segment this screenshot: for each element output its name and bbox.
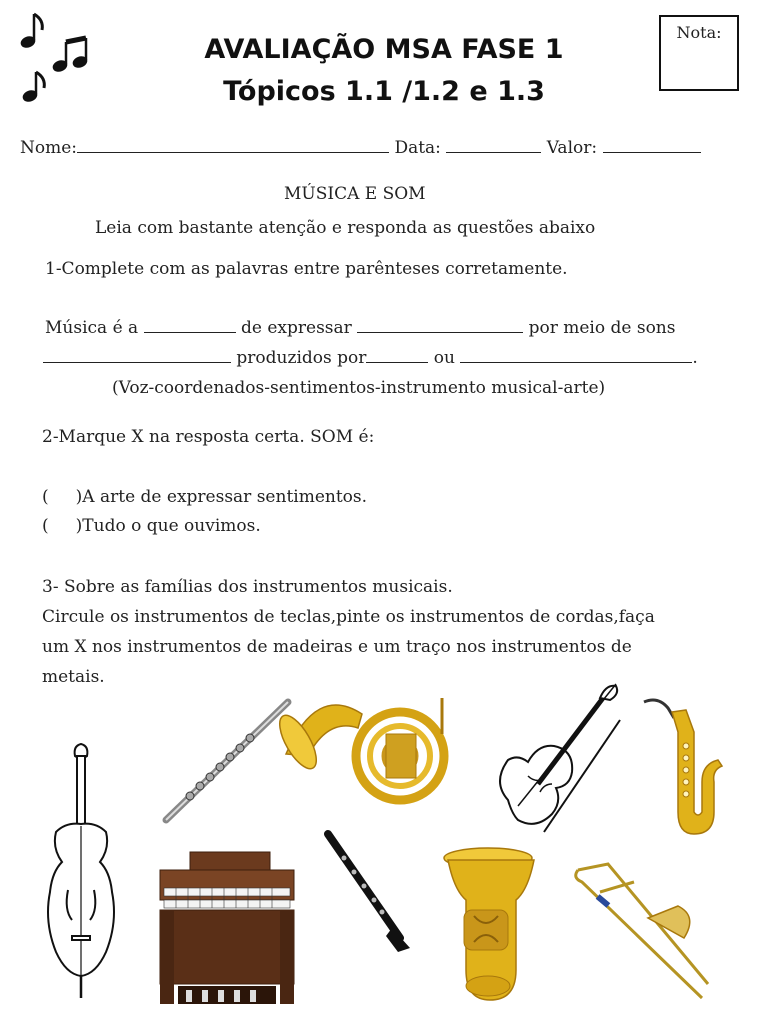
word-bank: (Voz-coordenados-sentimentos-instrumento musical-arte) xyxy=(112,378,606,398)
section-title: MÚSICA E SOM xyxy=(284,184,426,204)
question-1-line-2 xyxy=(43,348,698,368)
clarinet-icon[interactable] xyxy=(320,828,416,954)
question-2-prompt: 2-Marque X na resposta certa. SOM é: xyxy=(42,427,375,447)
page-title: AVALIAÇÃO MSA FASE 1 xyxy=(204,34,564,65)
value-label: Valor: xyxy=(546,138,598,158)
q1-text-end: . xyxy=(692,348,698,368)
q1-blank-2[interactable] xyxy=(357,318,523,333)
tuba-icon[interactable] xyxy=(434,846,538,1006)
grade-label: Nota: xyxy=(676,23,722,42)
q1-blank-1[interactable] xyxy=(144,318,236,333)
q1-blank-5[interactable] xyxy=(460,348,692,363)
q2-option-2[interactable] xyxy=(42,516,261,536)
question-3-prompt: 3- Sobre as famílias dos instrumentos musicais. xyxy=(42,577,453,597)
saxophone-icon[interactable] xyxy=(638,694,722,842)
q1-blank-3[interactable] xyxy=(43,348,231,363)
q2-option-1-text: A arte de expressar sentimentos. xyxy=(82,487,368,507)
flute-icon[interactable] xyxy=(160,696,294,828)
organ-icon[interactable] xyxy=(156,848,298,1008)
page-subtitle: Tópicos 1.1 /1.2 e 1.3 xyxy=(223,76,545,107)
question-3-line-3: metais. xyxy=(42,667,105,687)
date-field[interactable] xyxy=(446,138,541,153)
q1-text-a: Música é a xyxy=(45,318,139,338)
trombone-icon[interactable] xyxy=(570,858,710,1004)
question-3-line-2: um X nos instrumentos de madeiras e um traço nos instrumentos de xyxy=(42,637,632,657)
q1-blank-4[interactable] xyxy=(366,348,428,363)
name-field[interactable] xyxy=(77,138,389,153)
checkbox-2[interactable]: ( ) xyxy=(42,516,83,536)
violin-icon[interactable] xyxy=(488,680,628,836)
student-fields-row xyxy=(20,138,701,158)
q1-text-b: de expressar xyxy=(241,318,352,338)
q2-option-2-text: Tudo o que ouvimos. xyxy=(82,516,261,536)
french-horn-icon[interactable] xyxy=(282,694,452,806)
grade-box[interactable] xyxy=(659,15,739,91)
instruction-text: Leia com bastante atenção e responda as questões abaixo xyxy=(95,218,596,238)
q1-text-e: ou xyxy=(433,348,455,368)
name-label: Nome: xyxy=(20,138,78,158)
q1-text-c: por meio de sons xyxy=(528,318,676,338)
date-label: Data: xyxy=(394,138,441,158)
question-3-line-1: Circule os instrumentos de teclas,pinte os instrumentos de cordas,faça xyxy=(42,607,655,627)
question-1-line-1 xyxy=(45,318,675,338)
value-field[interactable] xyxy=(603,138,701,153)
checkbox-1[interactable]: ( ) xyxy=(42,487,83,507)
q1-text-d: produzidos por xyxy=(236,348,367,368)
q2-option-1[interactable] xyxy=(42,487,367,507)
question-1-prompt: 1-Complete com as palavras entre parênteses corretamente. xyxy=(45,259,568,279)
cello-icon[interactable] xyxy=(36,740,126,1002)
